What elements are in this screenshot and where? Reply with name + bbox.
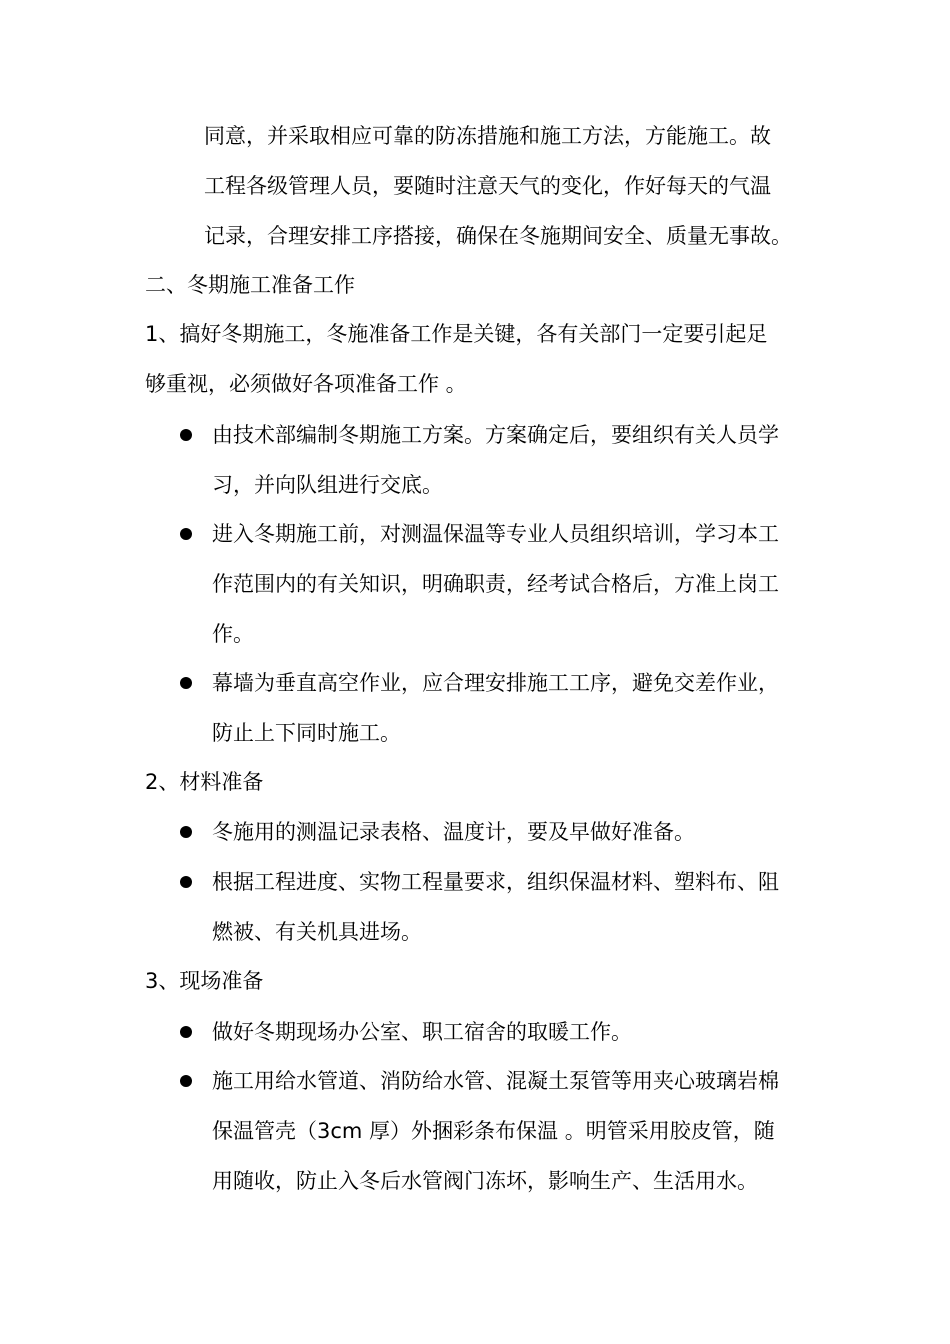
item1-bullet2-line-3: 作。 (212, 622, 254, 646)
intro-line-1: 同意，并采取相应可靠的防冻措施和施工方法，方能施工。故 (204, 124, 771, 148)
item1-line-1: 1、搞好冬期施工，冬施准备工作是关键，各有关部门一定要引起足 (145, 322, 768, 346)
bullet-icon (180, 826, 192, 838)
item1-bullet1-line-1: 由技术部编制冬期施工方案。方案确定后，要组织有关人员学 (212, 423, 779, 447)
intro-line-3: 记录，合理安排工序搭接，确保在冬施期间安全、质量无事故。 (204, 224, 792, 248)
item1-line-2: 够重视，必须做好各项准备工作 。 (145, 372, 467, 396)
item1-bullet2-line-1: 进入冬期施工前，对测温保温等专业人员组织培训，学习本工 (212, 522, 779, 546)
bullet-icon (180, 528, 192, 540)
item3-bullet1-line-1: 做好冬期现场办公室、职工宿舍的取暖工作。 (212, 1020, 632, 1044)
item1-bullet2-line-2: 作范围内的有关知识，明确职责，经考试合格后，方准上岗工 (212, 572, 779, 596)
item3-bullet2-line-3: 用随收，防止入冬后水管阀门冻坏，影响生产、生活用水。 (212, 1169, 758, 1193)
item2-bullet1-line-1: 冬施用的测温记录表格、温度计，要及早做好准备。 (212, 820, 695, 844)
item2-title: 2、材料准备 (145, 770, 264, 794)
item1-bullet3-line-1: 幕墙为垂直高空作业，应合理安排施工工序，避免交差作业， (212, 671, 779, 695)
bullet-icon (180, 1026, 192, 1038)
section-heading: 二、冬期施工准备工作 (145, 273, 355, 297)
intro-line-2: 工程各级管理人员，要随时注意天气的变化，作好每天的气温 (204, 174, 771, 198)
bullet-icon (180, 1075, 192, 1087)
item3-bullet2-line-1: 施工用给水管道、消防给水管、混凝土泵管等用夹心玻璃岩棉 (212, 1069, 779, 1093)
item3-bullet2-line-2: 保温管壳（3cm 厚）外捆彩条布保温 。明管采用胶皮管，随 (212, 1119, 775, 1143)
item2-bullet2-line-1: 根据工程进度、实物工程量要求，组织保温材料、塑料布、阻 (212, 870, 779, 894)
bullet-icon (180, 677, 192, 689)
item1-bullet3-line-2: 防止上下同时施工。 (212, 721, 401, 745)
item2-bullet2-line-2: 燃被、有关机具进场。 (212, 920, 422, 944)
item1-bullet1-line-2: 习，并向队组进行交底。 (212, 473, 443, 497)
bullet-icon (180, 876, 192, 888)
item3-title: 3、现场准备 (145, 969, 264, 993)
bullet-icon (180, 429, 192, 441)
